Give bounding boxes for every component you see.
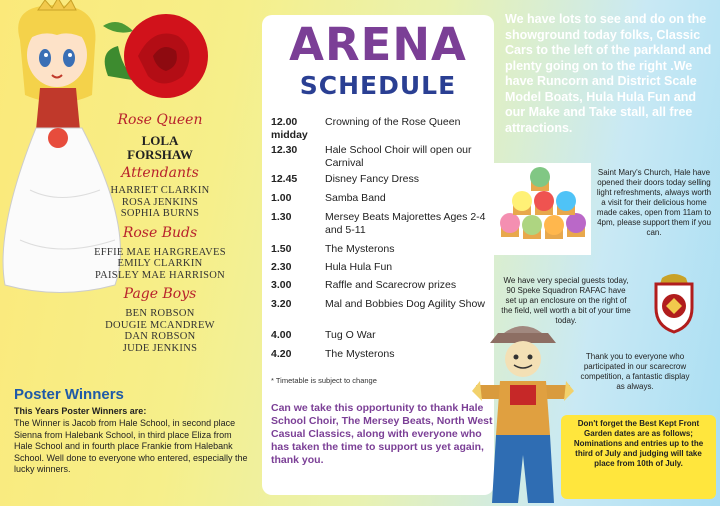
rose-queen-heading: Rose Queen [117,112,203,128]
schedule-row [271,298,491,329]
schedule-row [271,329,491,348]
scarecrow-thanks-text: Thank you to everyone who participated in our scarecrow competition, a fantastic display as always. [580,352,690,391]
schedule-event: The Mysterons [325,348,395,360]
thanks-message: Can we take this opportunity to thank Hale School Choir, The Mersey Beats, North West Casual Classics, along with everyone who has taken the time to support us yet again, thank you. [271,402,493,466]
schedule-event: Tug O War [325,329,376,341]
squadron-badge-icon [648,272,700,334]
schedule-time: 12.30 [271,144,298,156]
attendant-name: ROSA JENKINS [121,196,199,208]
schedule-row [271,261,491,279]
timetable-note: * Timetable is subject to change [271,376,377,385]
schedule-row [271,279,491,298]
schedule-event: Disney Fancy Dress [325,173,419,185]
rose-queen-name-line-2: FORSHAW [127,147,193,162]
schedule-event: Hula Hula Fun [325,261,393,273]
schedule-row [271,192,491,211]
schedule-time: 4.20 [271,348,292,360]
schedule-time: 12.45 [271,173,298,185]
schedule-list [271,116,491,366]
attendants-heading: Attendants [121,165,199,181]
page-boy-name: BEN ROBSON [125,308,195,319]
church-refreshments-text: Saint Mary's Church, Hale have opened their doors today selling light refreshments, always worth a visit for their delicious home made cakes, open from 11am to 4pm, please support them if you can. [596,168,712,237]
showground-intro-text: We have lots to see and do on the showground today folks, Classic Cars to the left of the parkland and plenty going on to the right .We have Runcorn and District Scale Model Boats, Hula Hula Fun and our Make and Take stall, all free attractions. [505,12,712,135]
rose-bud-name: EMILY CLARKIN [117,258,203,269]
attendant-name: HARRIET CLARKIN [110,185,210,196]
schedule-title: SCHEDULE [299,71,457,100]
schedule-row [271,116,491,144]
schedule-time-suffix: midday [271,129,308,141]
schedule-time: 1.00 [271,192,292,204]
schedule-row [271,144,491,173]
schedule-event: The Mysterons [325,243,395,255]
schedule-time: 1.30 [271,211,292,223]
schedule-event: Crowning of the Rose Queen [325,116,461,128]
poster-winners-heading: Poster Winners [14,386,124,403]
page-boy-name: JUDE JENKINS [122,342,198,354]
schedule-time: 2.30 [271,261,292,273]
schedule-row [271,348,491,366]
best-kept-garden-notice: Don't forget the Best Kept Front Garden dates are as follows; Nominations and entries up to the third of July and judging will take place from 10th of July. [561,415,716,499]
special-guests-text: We have very special guests today, 90 Speke Squadron RAFAC have set up an enclosure on the right of the field, well worth a bit of your time today. [501,276,631,325]
schedule-row [271,211,491,243]
rose-queen-court [70,112,250,354]
schedule-row [271,243,491,261]
page-boys-heading: Page Boys [123,286,197,302]
schedule-event: Mersey Beats Majorettes Ages 2-4 and 5-11 [325,211,486,236]
poster-winners-subheading: This Years Poster Winners are: [14,406,147,416]
rose-buds-heading: Rose Buds [122,224,198,241]
page-boy-name: DAN ROBSON [124,331,196,342]
rose-bud-name: PAISLEY MAE HARRISON [94,269,226,281]
schedule-time: 12.00 [271,116,298,128]
page-boy-name: DOUGIE MCANDREW [105,319,215,331]
schedule-event: Samba Band [325,192,386,204]
arena-schedule-panel [262,15,494,495]
schedule-time: 3.00 [271,279,292,291]
schedule-event: Mal and Bobbies Dog Agility Show [325,298,485,310]
cupcakes-image [493,163,591,255]
rose-queen-name-line-1: LOLA [141,133,179,148]
schedule-event: Hale School Choir will open our Carnival [325,144,472,169]
schedule-time: 4.00 [271,329,292,341]
arena-title: ARENA [289,18,467,71]
schedule-time: 1.50 [271,243,292,255]
left-column [0,0,255,506]
rose-bud-name: EFFIE MAE HARGREAVES [94,246,226,258]
schedule-row [271,173,491,192]
attendant-name: SOPHIA BURNS [120,208,200,219]
schedule-time: 3.20 [271,298,292,310]
poster-winners-text: The Winner is Jacob from Hale School, in second place Sienna from Halebank School, in third place Eliza from Hale School and in fourth place Frankie from Halebank School. Well done to everyone who entered, especially the lucky winners. [14,418,248,474]
schedule-event: Raffle and Scarecrow prizes [325,279,457,291]
red-rose-image [98,6,220,116]
